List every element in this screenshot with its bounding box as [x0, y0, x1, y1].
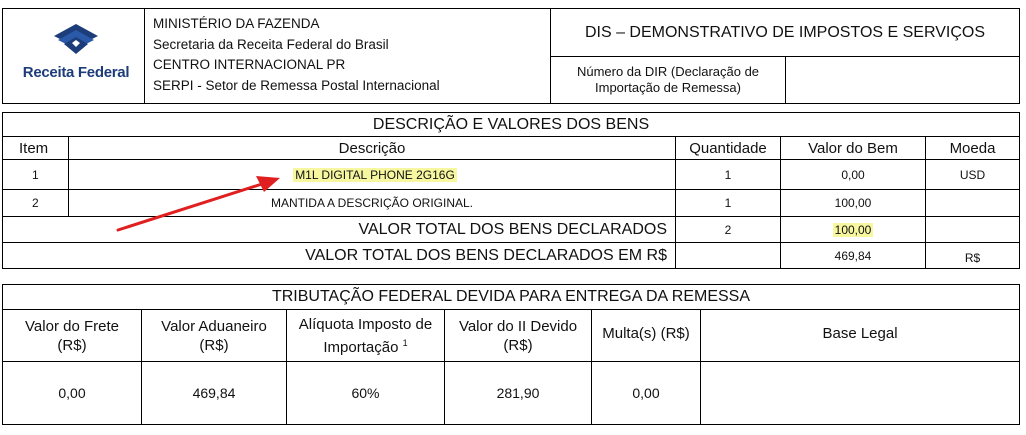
dis-title: DIS – DEMONSTRATIVO DE IMPOSTOS E SERVIÇOS: [584, 23, 986, 41]
serpi-line: SERPI - Setor de Remessa Postal Internacional: [153, 77, 440, 93]
dir-number-value: [786, 57, 1019, 103]
col-freight-header-line1: Valor do Frete: [25, 317, 119, 335]
col-rate-header-line1: Alíquota Imposto de: [298, 315, 433, 333]
row2-description: MANTIDA A DESCRIÇÃO ORIGINAL.: [270, 196, 474, 210]
col-description-header: Descrição: [338, 139, 406, 157]
freight-value: 0,00: [58, 385, 86, 401]
total-brl-label: VALOR TOTAL DOS BENS DECLARADOS EM R$: [305, 246, 667, 264]
row1-item: 1: [32, 167, 39, 182]
row1-description-cell: [69, 160, 675, 189]
col-customs-header: [142, 310, 286, 361]
taxation-section-title: TRIBUTAÇÃO FEDERAL DEVIDA PARA ENTREGA DA REMESSA: [271, 288, 751, 305]
col-customs-header-line1: Valor Aduaneiro: [161, 317, 267, 335]
centro-line: CENTRO INTERNACIONAL PR: [153, 57, 346, 72]
row2-currency: [926, 190, 1019, 216]
goods-section-title: DESCRIÇÃO E VALORES DOS BENS: [372, 115, 650, 133]
logo-text: Receita Federal: [22, 64, 130, 81]
row2-item: 2: [32, 196, 39, 210]
col-fine-header: Multa(s) (R$): [602, 324, 690, 342]
ministry-line: MINISTÉRIO DA FAZENDA: [153, 16, 320, 31]
fine-value: 0,00: [632, 385, 660, 401]
ministry-block: [153, 14, 543, 96]
dir-label-line2: Importação de Remessa): [595, 80, 741, 95]
col-rate-header-line2-wrap: [323, 334, 407, 357]
receita-federal-emblem-icon: [46, 22, 106, 58]
row1-quantity: 1: [724, 167, 732, 182]
total-brl-currency: R$: [964, 250, 981, 265]
receita-federal-logo: [20, 22, 132, 88]
col-quantity-header: Quantidade: [689, 139, 767, 157]
row2-value: 100,00: [834, 196, 872, 210]
row2-quantity: 1: [724, 196, 732, 210]
secretaria-line: Secretaria da Receita Federal do Brasil: [153, 36, 389, 52]
rate-value: 60%: [351, 385, 380, 401]
row1-description: M1L DIGITAL PHONE 2G16G: [295, 167, 455, 182]
dir-label-line1: Número da DIR (Declaração de: [576, 64, 760, 79]
col-value-header: Valor do Bem: [808, 139, 898, 157]
col-ii-header-line1: Valor do II Devido: [458, 317, 578, 335]
col-customs-header-line2: (R$): [199, 336, 229, 354]
col-ii-header: [445, 310, 591, 361]
col-item-header: Item: [19, 139, 49, 157]
col-rate-header-line2: Importação: [323, 338, 399, 356]
total-declared-value-cell: [781, 217, 925, 242]
col-rate-footnote: 1: [402, 337, 408, 348]
row1-value: 0,00: [841, 167, 865, 182]
total-declared-value: 100,00: [834, 222, 872, 237]
total-declared-quantity: 2: [724, 222, 732, 237]
col-freight-header-line2: (R$): [57, 336, 87, 354]
col-currency-header: Moeda: [949, 139, 996, 157]
total-declared-label: VALOR TOTAL DOS BENS DECLARADOS: [358, 220, 667, 238]
col-ii-header-line2: (R$): [503, 336, 533, 354]
row1-currency: USD: [959, 167, 986, 182]
total-brl-value: 469,84: [834, 248, 872, 263]
ii-value: 281,90: [496, 385, 540, 401]
legal-value: [701, 362, 1019, 424]
col-rate-header: [287, 310, 444, 361]
customs-value: 469,84: [192, 385, 236, 401]
dir-number-label: [551, 57, 785, 103]
col-legal-header: Base Legal: [822, 324, 898, 342]
col-freight-header: [3, 310, 141, 361]
